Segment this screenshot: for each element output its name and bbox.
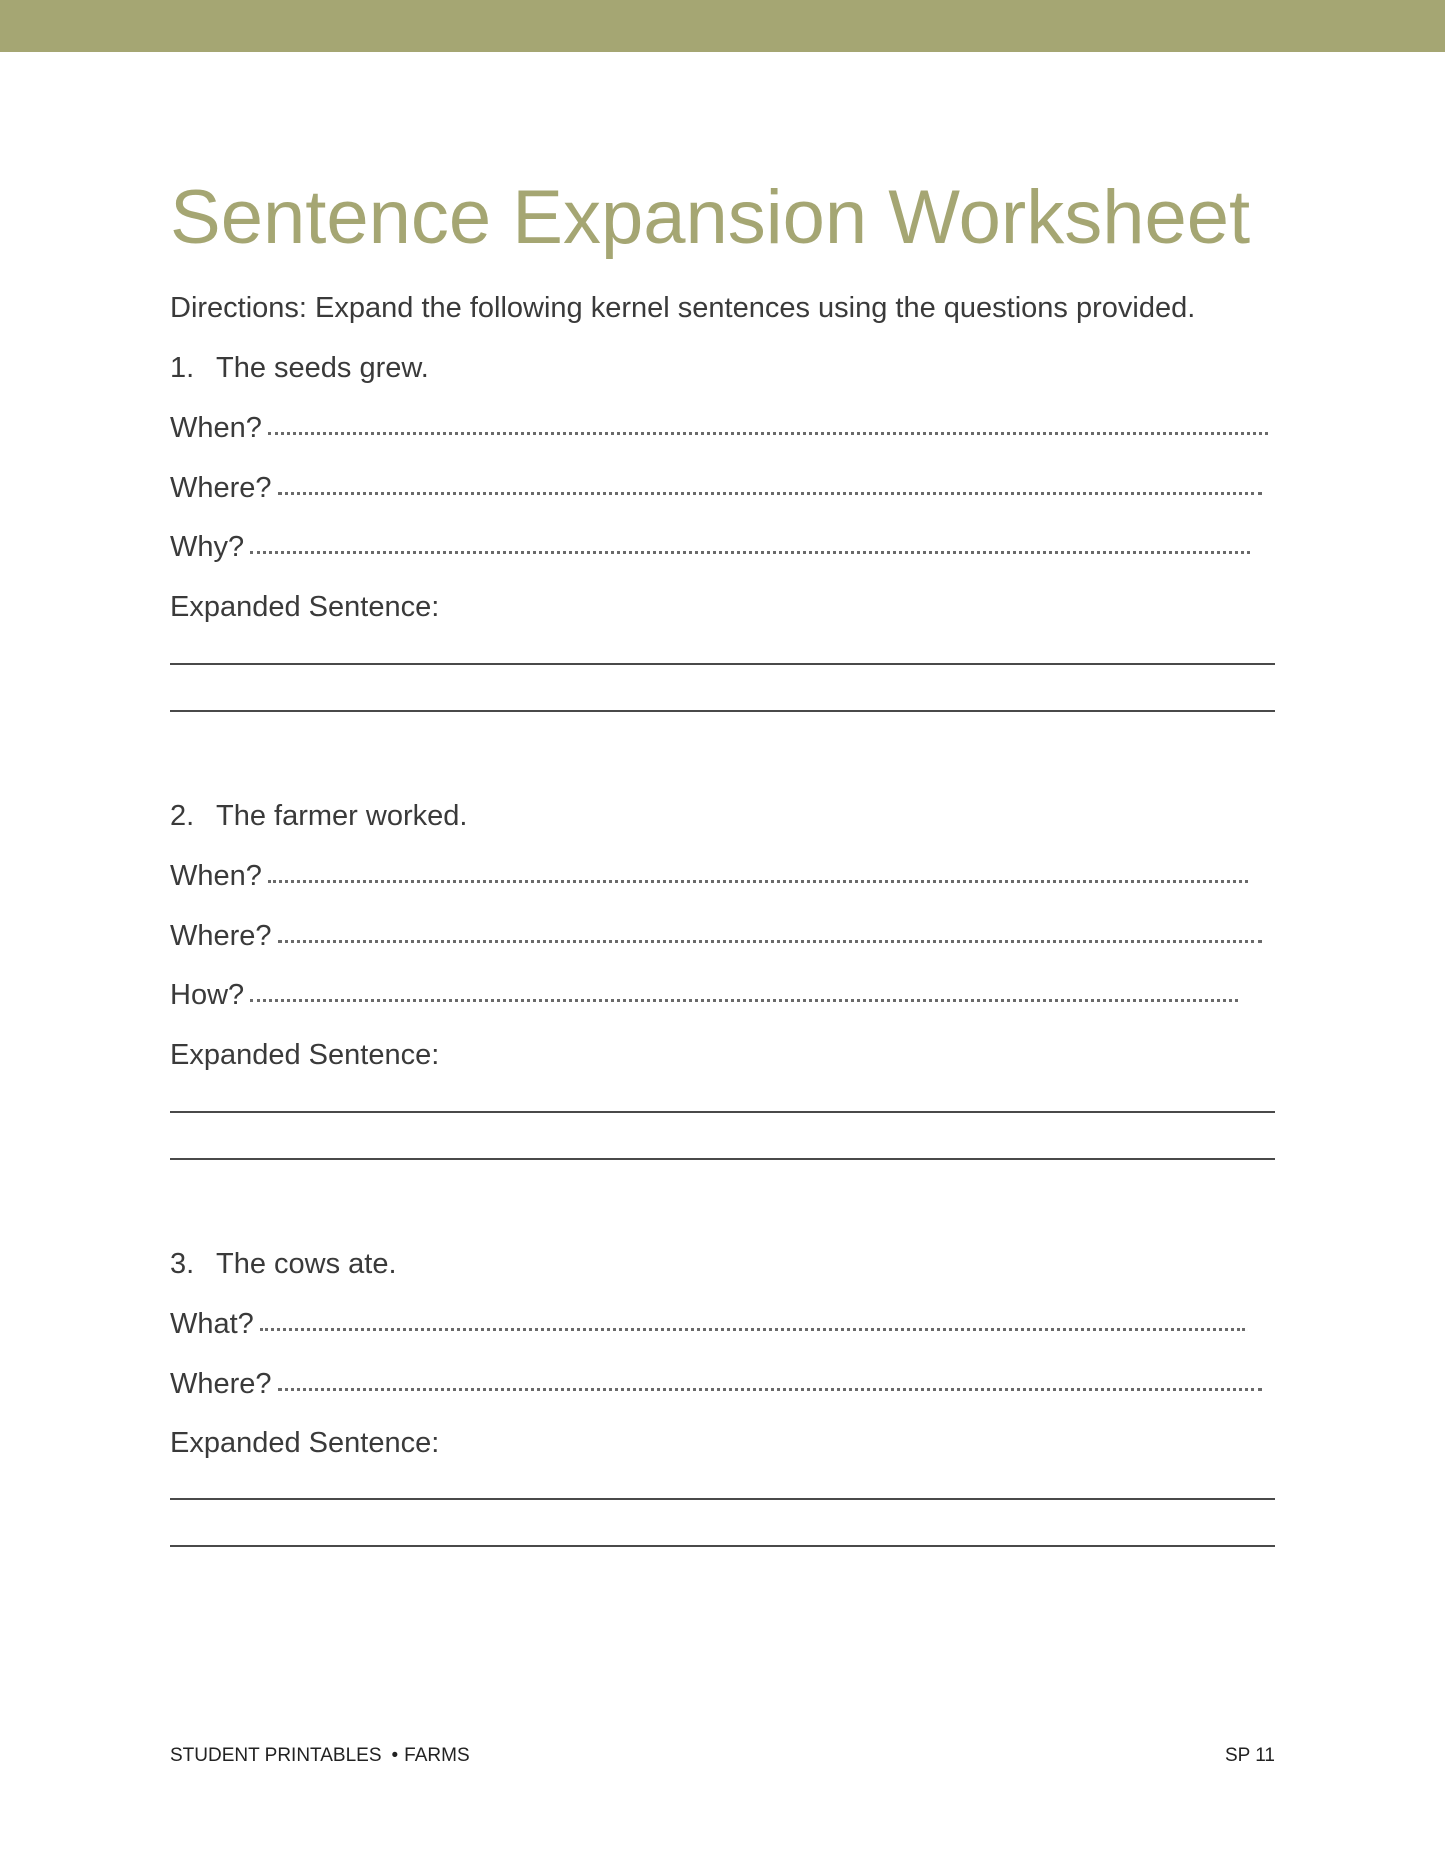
expanded-answer-line[interactable]: [170, 1498, 1275, 1500]
footer-section-label: [170, 1742, 470, 1770]
expanded-answer-line[interactable]: [170, 1111, 1275, 1113]
exercise-heading: [170, 1244, 397, 1284]
question-label: Where?: [170, 472, 272, 504]
exercise-heading: [170, 348, 429, 388]
question-label: Why?: [170, 531, 245, 563]
question-row: [170, 856, 1248, 896]
exercise-heading: [170, 796, 467, 836]
expanded-answer-line[interactable]: [170, 663, 1275, 665]
expanded-answer-line[interactable]: [170, 1158, 1275, 1160]
question-label: Where?: [170, 920, 272, 952]
question-label: How?: [170, 979, 245, 1011]
question-row: [170, 1364, 1262, 1404]
exercise-number: 1.: [170, 352, 195, 384]
answer-blank[interactable]: [278, 466, 1262, 495]
question-row: [170, 1304, 1245, 1344]
footer-series: STUDENT PRINTABLES: [170, 1745, 382, 1766]
question-row: [170, 527, 1250, 567]
expanded-sentence-label: Expanded Sentence:: [170, 591, 440, 623]
kernel-sentence: The farmer worked.: [216, 800, 468, 832]
question-label: When?: [170, 412, 262, 444]
directions-text: Directions: Expand the following kernel sentences using the questions provided.: [170, 292, 1196, 324]
question-row: [170, 408, 1268, 448]
exercise-number: 2.: [170, 800, 195, 832]
answer-blank[interactable]: [260, 1302, 1245, 1331]
answer-blank[interactable]: [268, 854, 1248, 883]
worksheet-body: [170, 0, 1275, 1869]
question-label: When?: [170, 860, 262, 892]
question-row: [170, 975, 1238, 1015]
footer-page-number: SP 11: [1224, 1745, 1275, 1766]
answer-blank[interactable]: [268, 406, 1268, 435]
expanded-answer-line[interactable]: [170, 710, 1275, 712]
exercise-number: 3.: [170, 1248, 195, 1280]
question-row: [170, 468, 1262, 508]
question-label: Where?: [170, 1368, 272, 1400]
kernel-sentence: The cows ate.: [216, 1248, 397, 1280]
answer-blank[interactable]: [278, 1362, 1262, 1391]
footer-bullet: •: [391, 1745, 399, 1766]
question-label: What?: [170, 1308, 254, 1340]
kernel-sentence: The seeds grew.: [216, 352, 429, 384]
answer-blank[interactable]: [250, 973, 1238, 1002]
question-row: [170, 916, 1262, 956]
worksheet-title: Sentence Expansion Worksheet: [170, 175, 1251, 260]
footer-category: FARMS: [404, 1745, 470, 1766]
answer-blank[interactable]: [278, 914, 1262, 943]
expanded-sentence-label: Expanded Sentence:: [170, 1427, 440, 1459]
expanded-answer-line[interactable]: [170, 1545, 1275, 1547]
answer-blank[interactable]: [250, 525, 1250, 554]
expanded-sentence-label: Expanded Sentence:: [170, 1039, 440, 1071]
